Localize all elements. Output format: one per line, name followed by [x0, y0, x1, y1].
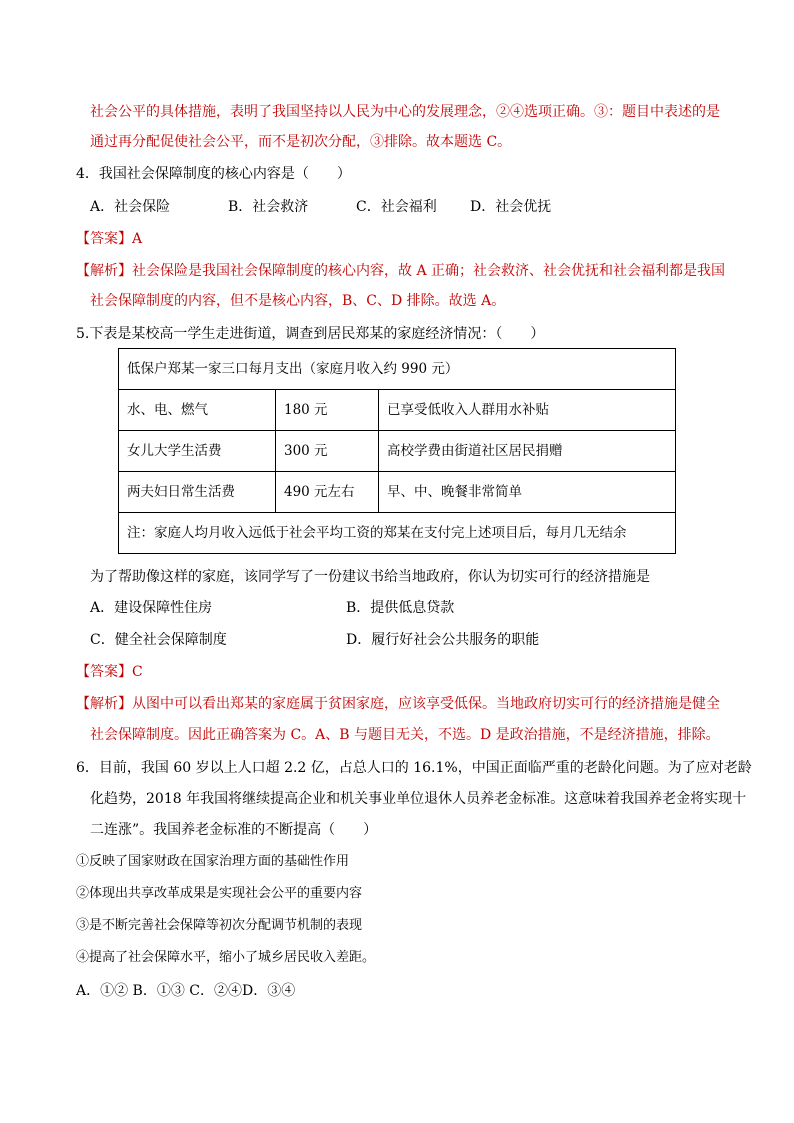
table-cell-amount: 180 元 [276, 390, 379, 431]
q4-option-a: A．社会保险 [90, 199, 171, 215]
q6-stem-line-1: 6．目前，我国 60 岁以上人口超 2.2 亿，占总人口的 16.1%，中国正面临严重的老龄化问题。为了应对老龄 [76, 760, 752, 776]
family-expense-table [118, 348, 676, 554]
q5-option-b: B．提供低息贷款 [346, 600, 455, 616]
table-cell-note: 已享受低收入人群用水补贴 [379, 390, 676, 431]
q5-option-c: C．健全社会保障制度 [90, 632, 227, 648]
q6-item-1: ①反映了国家财政在国家治理方面的基础性作用 [76, 854, 350, 869]
q5-stem: 5.下表是某校高一学生走进街道，调查到居民郑某的家庭经济情况：（ ） [76, 326, 545, 342]
answer-tag: 【答案】 [76, 664, 132, 680]
q5-analysis-line-2: 社会保障制度。因此正确答案为 C。A、B 与题目无关，不选。D 是政治措施，不是经济措施，排除。 [90, 727, 720, 743]
table-note-row [119, 513, 676, 554]
table-header-row [119, 349, 676, 390]
q4-option-d: D．社会优抚 [470, 199, 552, 215]
table-cell-note: 高校学费由街道社区居民捐赠 [379, 431, 676, 472]
q6-stem-line-3: 二连涨”。我国养老金标准的不断提高（ ） [90, 822, 378, 838]
q5-analysis-text-1: 从图中可以看出郑某的家庭属于贫困家庭，应该享受低保。当地政府切实可行的经济措施是健全 [132, 696, 720, 712]
q6-item-4: ④提高了社会保障水平，缩小了城乡居民收入差距。 [76, 950, 376, 965]
table-cell-amount: 300 元 [276, 431, 379, 472]
analysis-tag: 【解析】 [76, 263, 132, 279]
q4-analysis-text-1: 社会保险是我国社会保障制度的核心内容，故 A 正确；社会救济、社会优抚和社会福利都是我国 [132, 263, 726, 279]
table-cell-item: 两夫妇日常生活费 [119, 472, 276, 513]
q4-option-b: B．社会救济 [228, 199, 309, 215]
table-row [119, 472, 676, 513]
answer-tag: 【答案】 [76, 231, 132, 247]
table-note: 注：家庭人均月收入远低于社会平均工资的郑某在支付完上述项目后，每月几无结余 [119, 513, 676, 554]
q5-answer [76, 662, 143, 682]
analysis-tag: 【解析】 [76, 696, 132, 712]
table-row [119, 390, 676, 431]
q6-item-3: ③是不断完善社会保障等初次分配调节机制的表现 [76, 918, 363, 933]
q6-options: A．①② B．①③ C．②④D．③④ [76, 983, 296, 999]
q5-analysis-line-1 [76, 694, 720, 714]
q4-answer-value: A [132, 231, 143, 247]
q4-stem: 4．我国社会保障制度的核心内容是（ ） [76, 166, 351, 182]
q6-item-2: ②体现出共享改革成果是实现社会公平的重要内容 [76, 886, 363, 901]
q4-analysis-line-1 [76, 261, 725, 281]
table-header: 低保户郑某一家三口每月支出（家庭月收入约 990 元） [119, 349, 676, 390]
q4-option-c: C．社会福利 [356, 199, 437, 215]
q4-answer [76, 229, 142, 249]
q5-option-a: A．建设保障性住房 [90, 600, 213, 616]
q5-answer-value: C [132, 664, 143, 680]
table-cell-item: 女儿大学生活费 [119, 431, 276, 472]
q5-option-d: D．履行好社会公共服务的职能 [346, 632, 540, 648]
table-cell-item: 水、电、燃气 [119, 390, 276, 431]
q5-question: 为了帮助像这样的家庭，该同学写了一份建议书给当地政府，你认为切实可行的经济措施是 [90, 569, 650, 585]
table-row [119, 431, 676, 472]
table-cell-amount: 490 元左右 [276, 472, 379, 513]
q6-stem-line-2: 化趋势，2018 年我国将继续提高企业和机关事业单位退休人员养老金标准。这意味着我国养老金将实现十 [90, 791, 747, 807]
prev-explanation-line-1: 社会公平的具体措施，表明了我国坚持以人民为中心的发展理念，②④选项正确。③：题目中表述的是 [90, 104, 720, 120]
prev-explanation-line-2: 通过再分配促使社会公平，而不是初次分配，③排除。故本题选 C。 [90, 134, 512, 150]
q4-analysis-line-2: 社会保障制度的内容，但不是核心内容，B、C、D 排除。故选 A。 [90, 293, 506, 309]
table-cell-note: 早、中、晚餐非常简单 [379, 472, 676, 513]
